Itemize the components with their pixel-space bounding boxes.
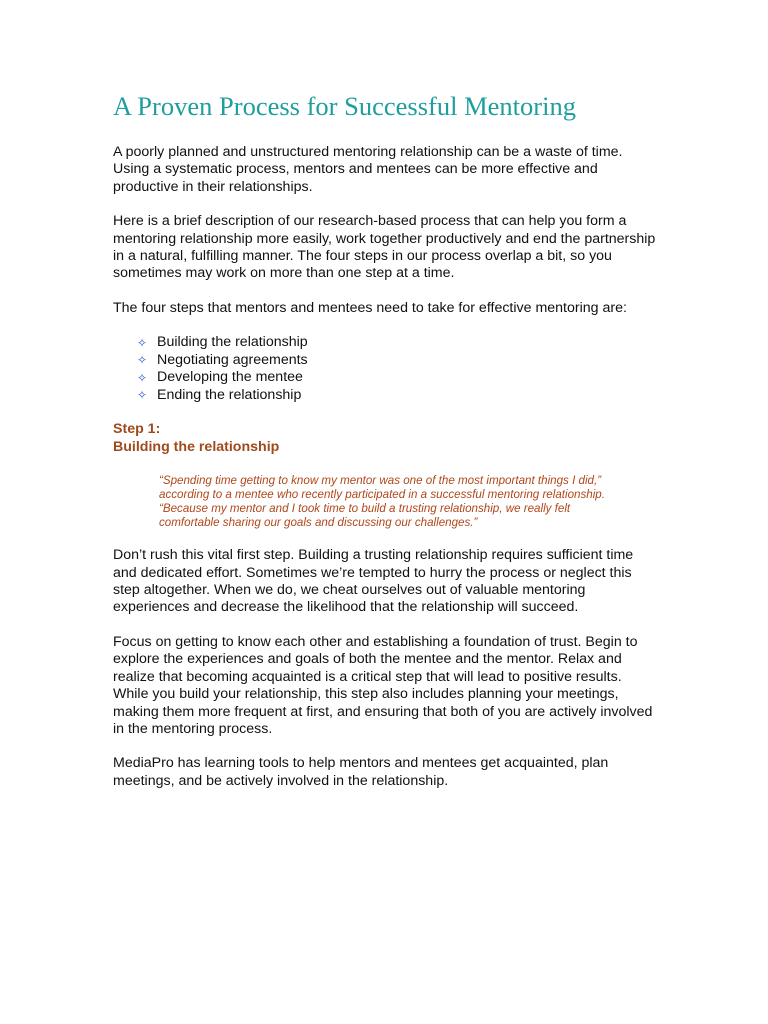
step-1-paragraph-1: Don’t rush this vital first step. Building a trusting relationship requires sufficient time and dedicated effort. Sometimes we’re tempted to hurry the process or neglect this step altogether. When we do, we cheat ourselves out of valuable mentoring experiences and decrease the likelihood that the relationship will succeed. — [113, 547, 634, 616]
step-1-heading — [113, 420, 658, 456]
page-title: A Proven Process for Successful Mentoring — [113, 91, 576, 121]
steps-bullet-list — [135, 334, 658, 404]
list-item — [135, 369, 658, 387]
intro-paragraph-3: The four steps that mentors and mentees need to take for effective mentoring are: — [113, 299, 627, 316]
step-1-paragraph-2: Focus on getting to know each other and establishing a foundation of trust. Begin to explore the experiences and goals of both the mentee and the mentor. Relax and realize that becoming acquainted is a critical step that will lead to positive results. While you build your relationship, this step also includes planning your meetings, making them more frequent at first, and ensuring that both of you are actively involved in the mentoring process. — [113, 633, 653, 737]
list-item-label: Negotiating agreements — [157, 351, 308, 368]
sparkle-diamond-icon: ✧ — [136, 370, 148, 385]
list-item — [135, 387, 658, 405]
mentee-quote: “Spending time getting to know my mentor was one of the most important things I did,” according to a mentee who recently participated in a successful mentoring relationship. “Because my mentor and I took time to build a trusting relationship, we really felt comfortable sharing our goals and discussing our challenges.” — [159, 474, 605, 530]
list-item-label: Building the relationship — [157, 334, 308, 351]
document-content — [113, 88, 658, 807]
intro-paragraph-1: A poorly planned and unstructured mentoring relationship can be a waste of time. Using a systematic process, mentors and mentees can be more effective and productive in their relationships. — [113, 144, 623, 195]
intro-paragraph-2: Here is a brief description of our research-based process that can help you form a mentoring relationship more easily, work together productively and end the partnership in a natural, fulfilling manner. The four steps in our process overlap a bit, so you sometimes may work on more than one step at a time. — [113, 213, 656, 282]
step-1-title: Building the relationship — [113, 439, 280, 456]
sparkle-diamond-icon: ✧ — [136, 353, 148, 367]
list-item-label: Developing the mentee — [157, 369, 303, 386]
list-item-label: Ending the relationship — [157, 386, 302, 403]
step-1-paragraph-3: MediaPro has learning tools to help mentors and mentees get acquainted, plan meetings, and be actively involved in the relationship. — [113, 755, 609, 789]
list-item — [135, 352, 658, 370]
list-item — [135, 334, 658, 352]
sparkle-diamond-icon: ✧ — [136, 388, 148, 402]
sparkle-diamond-icon: ✧ — [136, 335, 148, 350]
step-1-label: Step 1: — [113, 421, 161, 438]
